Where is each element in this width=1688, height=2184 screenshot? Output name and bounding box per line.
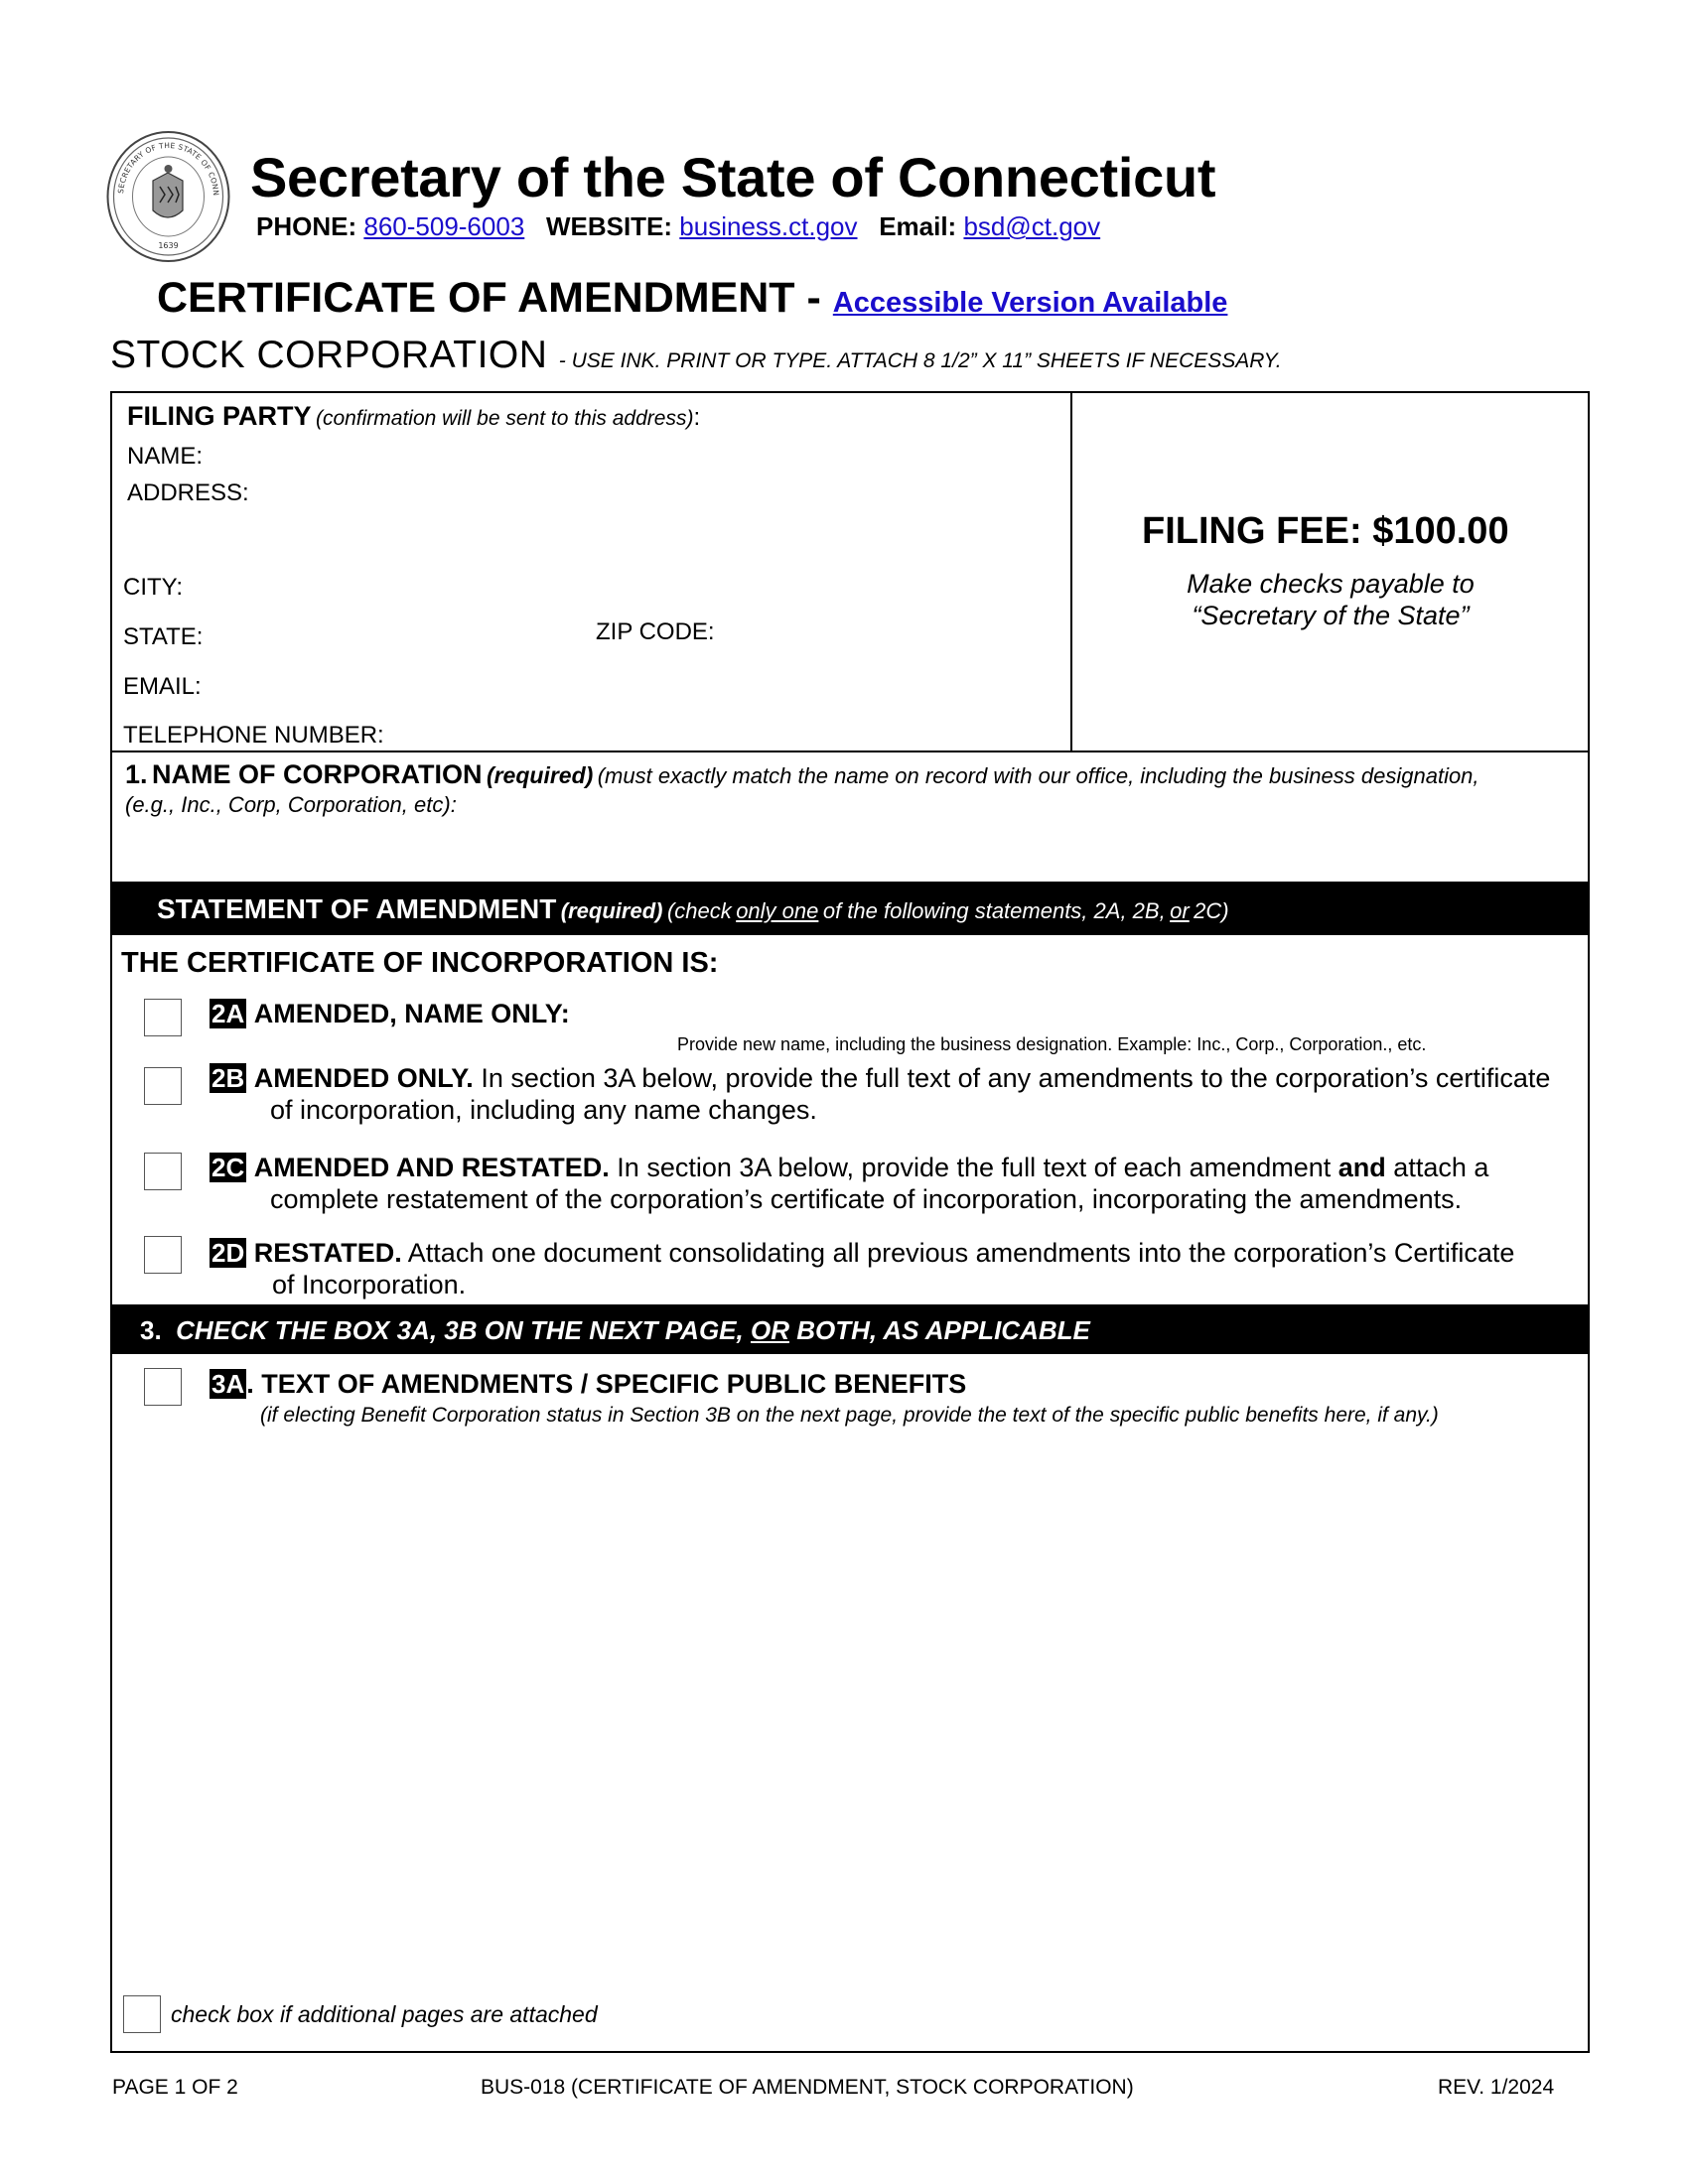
state-seal (105, 129, 231, 264)
name-label: NAME: (127, 443, 204, 470)
filing-party-note: (confirmation will be sent to this address) (315, 407, 694, 430)
option-3a-note: (if electing Benefit Corporation status in Section 3B on the next page, provide the text of the specific public benefits here, if any.) (260, 1404, 1439, 1427)
option-2a (210, 998, 570, 1029)
additional-pages-label: check box if additional pages are attached (171, 2001, 598, 2027)
tag-2d: 2D (211, 1238, 245, 1268)
checkbox-2c[interactable] (144, 1153, 182, 1190)
svg-text:SECRETARY OF THE STATE OF CONN: SECRETARY OF THE STATE OF CONN (116, 140, 221, 197)
statement-note-pre: (check (666, 898, 732, 923)
filing-party-heading (127, 401, 700, 432)
option-2c-text: In section 3A below, provide the full text of each amendment (617, 1153, 1332, 1182)
option-2d-text: Attach one document consolidating all previous amendments into the corporation’s Certificate (407, 1238, 1515, 1268)
state-label: STATE: (123, 623, 204, 650)
section-3-bar-text (140, 1315, 1090, 1346)
checkbox-3a[interactable] (144, 1368, 182, 1406)
filing-party-colon: : (693, 404, 701, 431)
option-2c-text-b: attach a (1393, 1153, 1489, 1182)
option-2d-title: RESTATED. (253, 1238, 402, 1268)
instructions: - USE INK. PRINT OR TYPE. ATTACH 8 1/2” X 11” SHEETS IF NECESSARY. (558, 349, 1282, 372)
payable-line-2: “Secretary of the State” (1192, 601, 1470, 630)
section-1-heading (125, 759, 1479, 790)
option-2b-text: In section 3A below, provide the full text of any amendments to the corporation’s certificate (481, 1063, 1551, 1093)
section-3-text: CHECK THE BOX 3A, 3B ON THE NEXT PAGE, (176, 1315, 744, 1345)
email-label: Email: (879, 211, 957, 241)
svg-text:1639: 1639 (158, 241, 179, 250)
section-1-note: (must exactly match the name on record with our office, including the business designation, (597, 763, 1479, 788)
section-3-number: 3. (140, 1315, 162, 1345)
tag-2a: 2A (211, 999, 245, 1028)
certificate-heading: THE CERTIFICATE OF INCORPORATION IS: (121, 947, 719, 979)
statement-title: STATEMENT OF AMENDMENT (157, 893, 557, 924)
payable-line-1: Make checks payable to (1187, 569, 1475, 599)
form-id: BUS-018 (CERTIFICATE OF AMENDMENT, STOCK CORPORATION) (481, 2076, 1134, 2099)
option-2b-title: AMENDED ONLY. (253, 1063, 474, 1093)
contact-line (256, 211, 1100, 242)
option-2b-text-2: of incorporation, including any name changes. (270, 1095, 817, 1125)
certificate-title: CERTIFICATE OF AMENDMENT - (157, 274, 821, 322)
statement-note-end: 2C) (1194, 898, 1229, 923)
section-1-note-2: (e.g., Inc., Corp, Corporation, etc): (125, 792, 457, 817)
telephone-label: TELEPHONE NUMBER: (123, 722, 384, 749)
option-2b (210, 1062, 1550, 1094)
section-1-title: NAME OF CORPORATION (151, 759, 483, 789)
tag-2b: 2B (211, 1063, 245, 1093)
page-number: PAGE 1 OF 2 (112, 2076, 238, 2099)
website-label: WEBSITE: (545, 211, 673, 241)
email-link[interactable]: bsd@ct.gov (963, 211, 1101, 241)
option-2a-note: Provide new name, including the business designation. Example: Inc., Corp., Corporation., etc. (677, 1034, 1427, 1054)
statement-of-amendment-bar (110, 882, 1590, 935)
option-2c-and: and (1337, 1153, 1386, 1182)
org-title: Secretary of the State of Connecticut (250, 146, 1216, 208)
zip-code-label: ZIP CODE: (596, 618, 715, 645)
option-2d (210, 1237, 1514, 1269)
section-3-bar (110, 1304, 1590, 1354)
section-1-required: (required) (486, 762, 594, 788)
corporation-type: STOCK CORPORATION (110, 334, 548, 376)
statement-required: (required) (560, 898, 663, 923)
phone-link[interactable]: 860-509-6003 (363, 211, 525, 241)
revision: REV. 1/2024 (1438, 2076, 1555, 2099)
section-divider (110, 751, 1590, 752)
email-label: EMAIL: (123, 673, 202, 700)
statement-bar-text (157, 893, 1229, 925)
tag-3a: 3A (211, 1369, 245, 1399)
section-3-or: OR (750, 1315, 789, 1345)
payable-note (1072, 568, 1589, 631)
checkbox-2a[interactable] (144, 999, 182, 1036)
filing-fee: FILING FEE: $100.00 (1142, 510, 1509, 552)
option-3a (210, 1369, 966, 1400)
option-2d-text-2: of Incorporation. (272, 1270, 467, 1299)
accessible-version-link[interactable]: Accessible Version Available (832, 287, 1228, 319)
checkbox-2b[interactable] (144, 1067, 182, 1105)
phone-label: PHONE: (256, 211, 357, 241)
address-label: ADDRESS: (127, 479, 249, 506)
city-label: CITY: (123, 574, 184, 601)
option-2a-title: AMENDED, NAME ONLY: (253, 999, 570, 1028)
amendments-text-area[interactable] (129, 1441, 1569, 1978)
filing-party-title: FILING PARTY (127, 401, 312, 431)
checkbox-additional-pages[interactable] (123, 1995, 161, 2033)
statement-note-or: or (1170, 898, 1190, 923)
option-2c (210, 1152, 1488, 1183)
section-3-text-end: BOTH, AS APPLICABLE (796, 1315, 1090, 1345)
checkbox-2d[interactable] (144, 1236, 182, 1274)
document-subtitle (110, 334, 1282, 377)
section-1-number: 1. (125, 759, 148, 789)
website-link[interactable]: business.ct.gov (679, 211, 858, 241)
option-2c-text-2: complete restatement of the corporation’s certificate of incorporation, incorporating the amendments. (270, 1184, 1463, 1214)
statement-note-mid: of the following statements, 2A, 2B, (822, 898, 1166, 923)
option-3a-title: . TEXT OF AMENDMENTS / SPECIFIC PUBLIC BENEFITS (246, 1369, 967, 1399)
document-title (157, 274, 1227, 323)
option-2c-title: AMENDED AND RESTATED. (253, 1153, 610, 1182)
tag-2c: 2C (211, 1153, 245, 1182)
statement-note-only-one: only one (736, 898, 819, 923)
